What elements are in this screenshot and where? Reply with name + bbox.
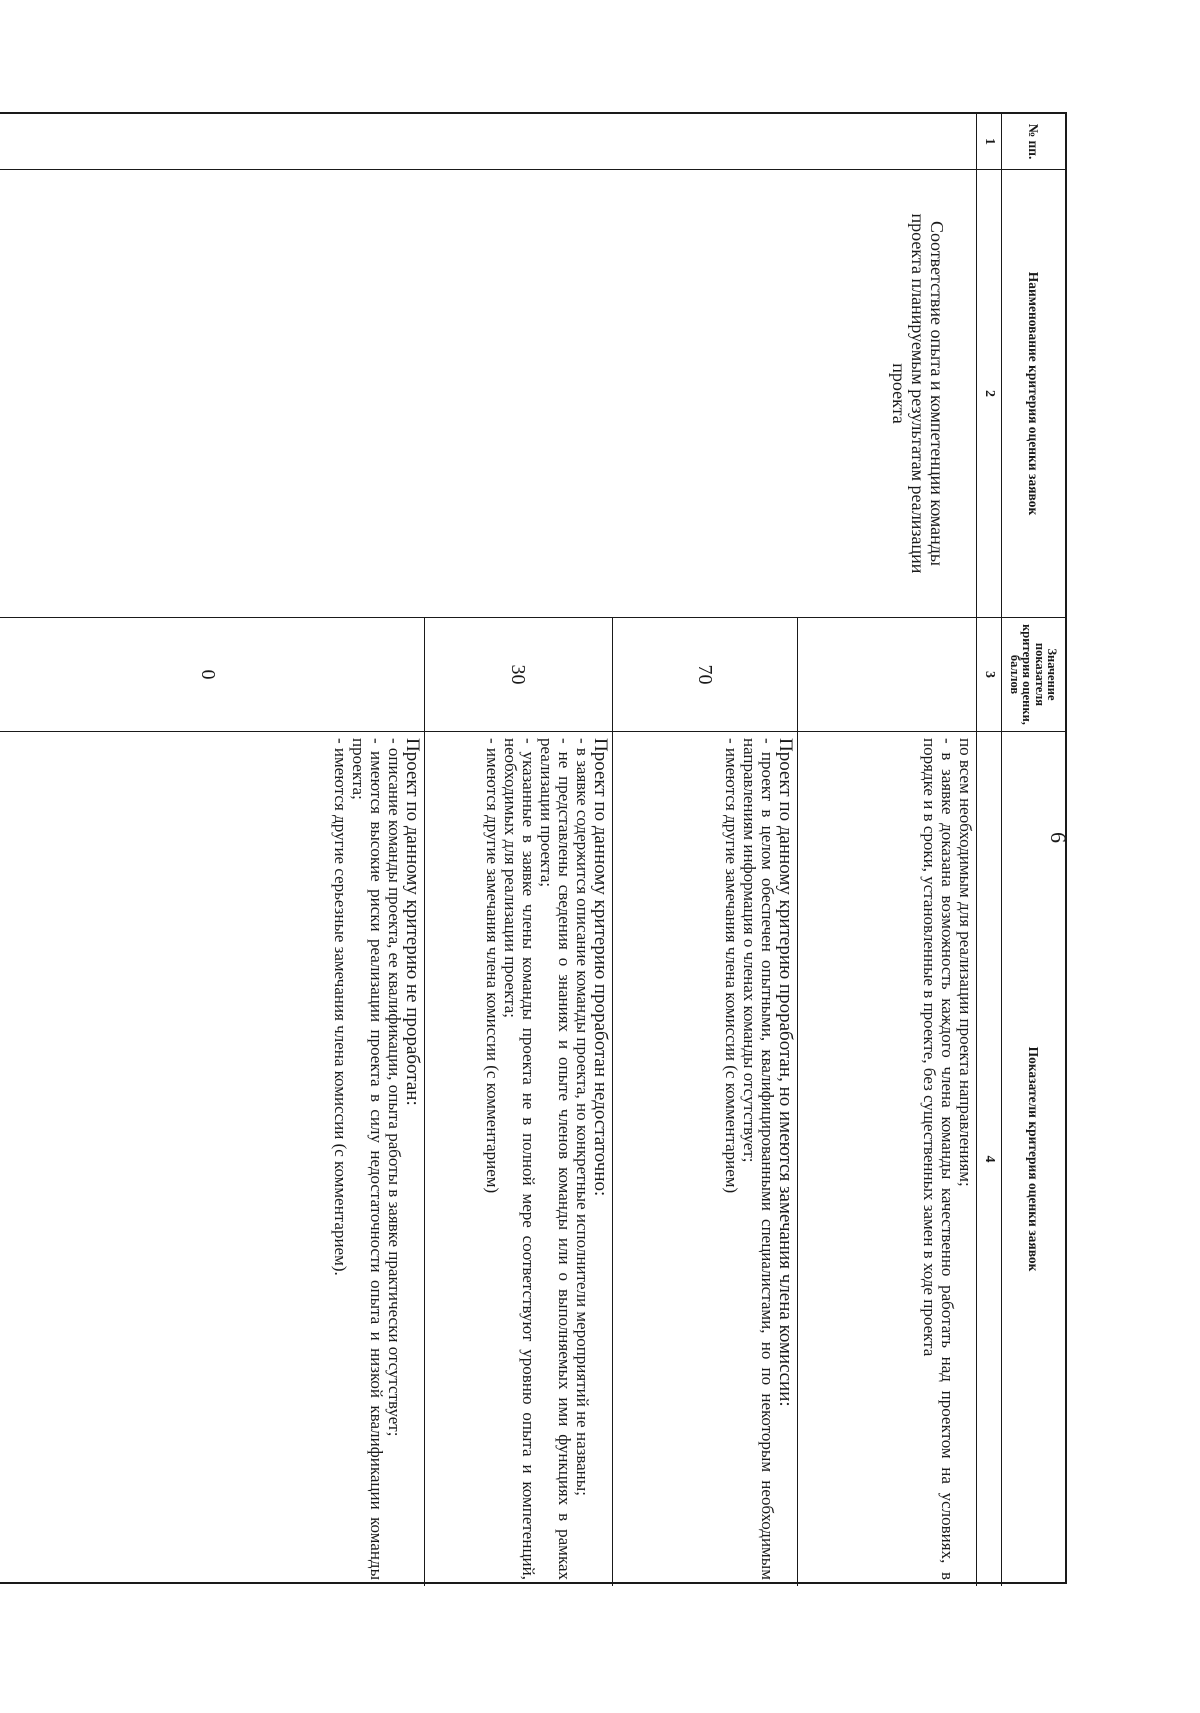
score-70: 70 [612,618,797,732]
score-cell-empty [797,618,976,732]
header-indicator-value: Значение показателя критерия оценки, баллов [1001,618,1065,732]
level-30-description [424,732,612,1586]
page-number: 6 [1046,832,1071,843]
level-line: - в заявке содержится описание команды проекта, но конкретные исполнители мероприятий не названы; [573,738,592,1496]
level-line: Проект по данному критерию не проработан: [402,738,423,1106]
level-line: - описание команды проекта, ее квалификации, опыта работы в заявке практически отсутствует; [385,738,404,1437]
level-line: Проект по данному критерию проработан недостаточно: [590,738,611,1197]
score-0: 0 [0,618,424,732]
level-line: - имеются другие замечания члена комиссии (с комментарием) [483,738,502,1194]
continuation-description [797,732,976,1586]
criterion-name: Соответствие опыта и компетенции команды проекта планируемым результатам реализации проекта [0,170,976,618]
level-line: - имеются высокие риски реализации проекта в силу недостаточности опыта и низкой квалификации команды проекта; [349,738,386,1580]
level-line: - указанные в заявке члены команды проекта не в полной мере соответствуют уровню опыта и компетенций, необходимых для реализации проекта; [501,738,538,1580]
column-number-4: 4 [976,732,1001,1586]
column-number-3: 3 [976,618,1001,732]
score-30: 30 [424,618,612,732]
column-number-2: 2 [976,170,1001,618]
level-0-description [0,732,424,1586]
continuation-line: по всем необходимым для реализации проекта направлениям; [956,738,975,1187]
level-line: Проект по данному критерию проработан, но имеются замечания члена комиссии: [775,738,796,1407]
level-line: - не представлены сведения о знаниях и опыте членов команды или о выполняемых ими функциях в рамках реализации проекта; [537,738,574,1580]
row-number-cell [0,114,976,170]
criteria-table [0,112,1067,1584]
level-line: - проект в целом обеспечен опытными, квалифицированными специалистами, но по некоторым необходимым направлениям информация о членах команды отсутствует; [740,738,777,1580]
level-line: - имеются другие серьезные замечания члена комиссии (с комментарием). [331,738,350,1276]
level-line: - имеются другие замечания члена комиссии (с комментарием) [722,738,741,1194]
header-number: № пп. [1001,114,1065,170]
level-70-description [612,732,797,1586]
header-indicators: Показатели критерия оценки заявок [1001,732,1065,1586]
continuation-line: - в заявке доказана возможность каждого члена команды качественно работать над проектом на условиях, в порядке и в сроки, установленные в проекте, без существенных замен в ходе проекта [920,738,957,1580]
column-number-1: 1 [976,114,1001,170]
header-criterion-name: Наименование критерия оценки заявок [1001,170,1065,618]
